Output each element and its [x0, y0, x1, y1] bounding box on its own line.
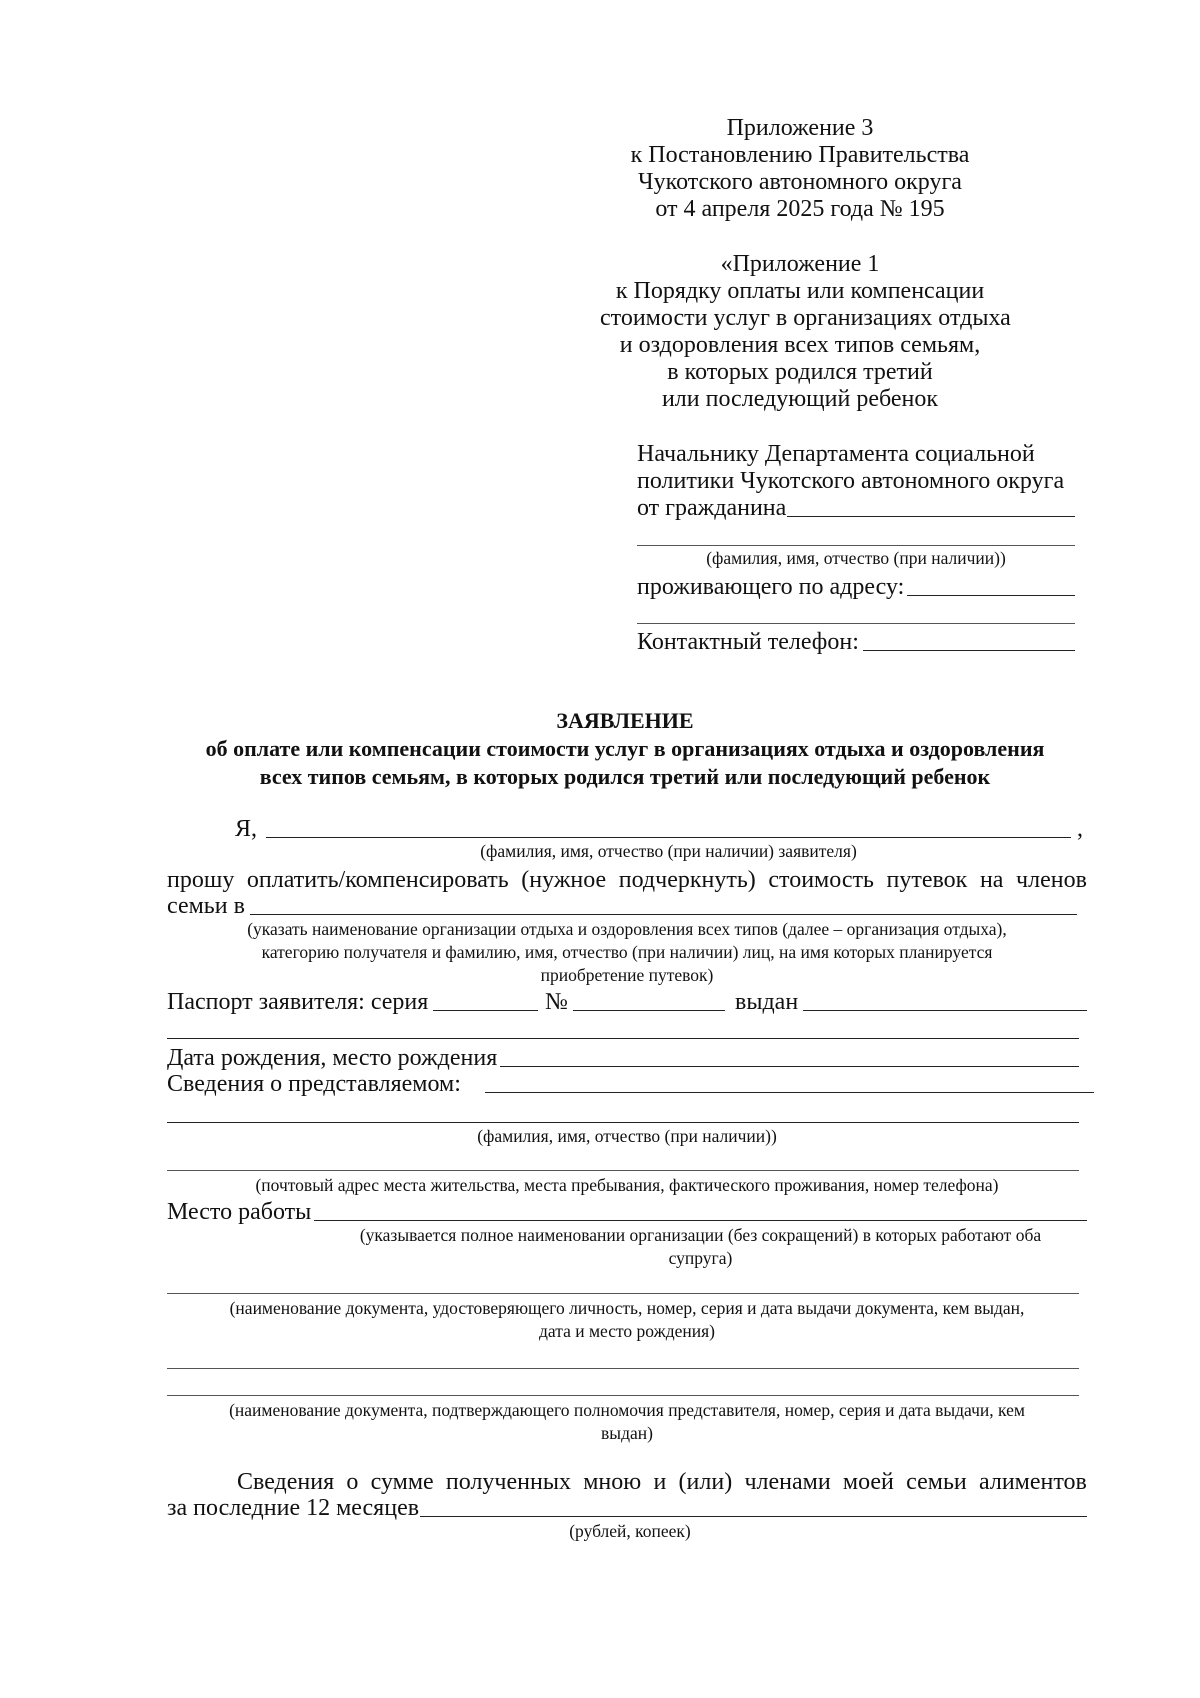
- id-hint: дата и место рождения): [539, 1321, 715, 1341]
- rep-document-line-2: [167, 1395, 1079, 1396]
- represented-label: Сведения о представляемом:: [167, 1071, 461, 1097]
- word: (нужное: [521, 867, 607, 893]
- rep-hint: выдан): [601, 1423, 653, 1443]
- applicant-name-line: [266, 837, 1071, 838]
- fio-hint: (фамилия, имя, отчество (при наличии)): [477, 1126, 777, 1146]
- org-hint: приобретение путевок): [540, 965, 714, 985]
- rep-document-line: [167, 1368, 1079, 1369]
- document-subtitle: всех типов семьям, в которых родился третий или последующий ребенок: [259, 764, 991, 789]
- appendix1-line: к Порядку оплаты или компенсации: [615, 278, 985, 304]
- word: прошу: [167, 867, 235, 893]
- number-sign: №: [545, 989, 568, 1015]
- appendix1-line: стоимости услуг в организациях отдыха: [600, 305, 1011, 331]
- last12-label: за последние 12 месяцев: [167, 1495, 420, 1521]
- address-line: [907, 595, 1075, 596]
- word: сумме: [370, 1469, 434, 1495]
- work-hint: (указывается полное наименовании организации (без сокращений) в которых работают оба: [359, 1225, 1042, 1245]
- address-line-2: [637, 623, 1075, 624]
- comma: ,: [1077, 816, 1083, 842]
- appendix1-line: в которых родился третий: [667, 359, 933, 385]
- word: алиментов: [978, 1469, 1087, 1495]
- alimony-amount-line: [420, 1516, 1087, 1517]
- represented-line: [485, 1092, 1094, 1093]
- passport-series-line: [433, 1010, 538, 1011]
- request-line: [167, 868, 1087, 892]
- word: оплатить/компенсировать: [246, 867, 509, 893]
- document-subtitle: об оплате или компенсации стоимости услуг в организациях отдыха и оздоровления: [205, 736, 1045, 761]
- word: (или): [678, 1469, 733, 1495]
- word: моей: [842, 1469, 894, 1495]
- word: семьи: [906, 1469, 967, 1495]
- workplace-line: [314, 1220, 1087, 1221]
- word: о: [346, 1469, 359, 1495]
- word: членами: [744, 1469, 831, 1495]
- appendix3-line: Приложение 3: [726, 115, 874, 141]
- postal-line: [167, 1170, 1079, 1171]
- appendix3-line: от 4 апреля 2025 года № 195: [655, 196, 945, 222]
- appendix1-line: или последующий ребенок: [661, 386, 939, 412]
- issued-label: выдан: [735, 989, 799, 1015]
- passport-line-2: [167, 1038, 1079, 1039]
- represented-line-2: [167, 1122, 1079, 1123]
- appendix3-line: Чукотского автономного округа: [638, 169, 962, 195]
- word: Сведения: [237, 1469, 335, 1495]
- appendix3-line: к Постановлению Правительства: [630, 142, 970, 168]
- birth-line: [500, 1066, 1079, 1067]
- citizen-name-line: [787, 516, 1075, 517]
- word: путевок: [886, 867, 968, 893]
- address-label: проживающего по адресу:: [637, 574, 905, 600]
- rub-hint: (рублей, копеек): [569, 1521, 691, 1541]
- organization-line: [250, 914, 1077, 915]
- from-citizen-label: от гражданина: [637, 495, 787, 521]
- word: подчеркнуть): [618, 867, 756, 893]
- word: и: [653, 1469, 667, 1495]
- passport-number-line: [573, 1010, 725, 1011]
- word: стоимость: [768, 867, 874, 893]
- addressee-line: Начальнику Департамента социальной: [637, 441, 1035, 467]
- i-label: Я,: [235, 816, 258, 842]
- appendix1-line: «Приложение 1: [720, 251, 880, 277]
- passport-label: Паспорт заявителя: серия: [167, 989, 429, 1015]
- rep-hint: (наименование документа, подтверждающего полномочия представителя, номер, серия и дата выдачи, кем: [229, 1400, 1025, 1420]
- fio-hint: (фамилия, имя, отчество (при наличии)): [706, 548, 1006, 568]
- id-document-line: [167, 1293, 1079, 1294]
- phone-line: [863, 650, 1075, 651]
- word: членов: [1016, 867, 1087, 893]
- word: на: [979, 867, 1004, 893]
- word: мною: [583, 1469, 642, 1495]
- applicant-hint: (фамилия, имя, отчество (при наличии) заявителя): [480, 841, 857, 861]
- phone-label: Контактный телефон:: [637, 629, 859, 655]
- workplace-label: Место работы: [167, 1199, 312, 1225]
- work-hint: супруга): [668, 1248, 733, 1268]
- org-hint: категорию получателя и фамилию, имя, отчество (при наличии) лиц, на имя которых планируется: [261, 942, 993, 962]
- word: полученных: [445, 1469, 571, 1495]
- addressee-line: политики Чукотского автономного округа: [637, 468, 1065, 494]
- birth-label: Дата рождения, место рождения: [167, 1045, 498, 1071]
- citizen-name-line-2: [637, 545, 1075, 546]
- family-in-label: семьи в: [167, 893, 245, 919]
- appendix1-line: и оздоровления всех типов семьям,: [619, 332, 981, 358]
- id-hint: (наименование документа, удостоверяющего личность, номер, серия и дата выдачи документа, кем выдан,: [229, 1298, 1025, 1318]
- postal-hint: (почтовый адрес места жительства, места пребывания, фактического проживания, номер телефона): [255, 1175, 999, 1195]
- org-hint: (указать наименование организации отдыха и оздоровления всех типов (далее – организация отдыха),: [247, 919, 1007, 939]
- passport-issued-line: [803, 1010, 1087, 1011]
- document-title: ЗАЯВЛЕНИЕ: [556, 708, 694, 733]
- alimony-line: [237, 1470, 1087, 1494]
